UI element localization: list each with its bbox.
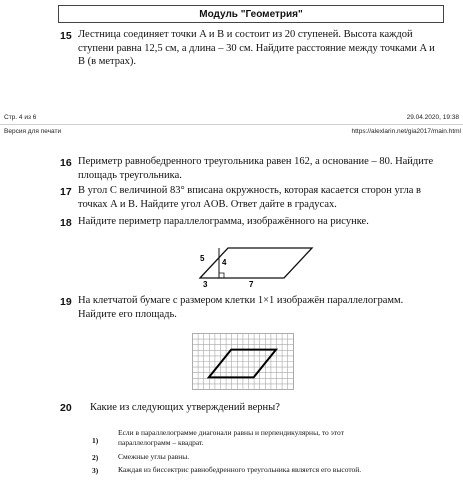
question-15-line-3: B (в метрах). (78, 56, 137, 67)
parallelogram-shape (200, 248, 312, 278)
question-16-text (78, 155, 448, 182)
question-18-number: 18 (60, 217, 72, 229)
question-18-text (78, 215, 448, 229)
question-15-line-2: ступени равна 12,5 см, а длина – 30 см. Найдите расстояние между точками A и (78, 42, 435, 54)
question-15-number: 15 (60, 30, 72, 42)
question-16-number: 16 (60, 157, 72, 169)
option-1-line-2: параллелограмм – квадрат. (118, 438, 204, 447)
option-3-number: 3) (92, 466, 99, 475)
question-17-number: 17 (60, 186, 72, 198)
question-20-prompt: Какие из следующих утверждений верны? (90, 402, 280, 413)
option-2-text: Смежные углы равны. (118, 452, 190, 461)
question-20-number: 20 (60, 402, 72, 414)
page-url[interactable]: https://alexlarin.net/gia2017/main.html (351, 128, 461, 135)
module-title: Модуль "Геометрия" (58, 5, 444, 23)
print-datetime: 29.04.2020, 19:38 (406, 114, 459, 121)
parallelogram-figure (190, 240, 320, 288)
question-17-line-2: точках A и B. Найдите угол AOB. Ответ дайте в градусах. (78, 198, 337, 210)
question-15-text (78, 28, 448, 69)
question-17-line-1: В угол C величиной 83° вписана окружность, которая касается сторон угла в (78, 185, 421, 196)
grid-parallelogram-figure (192, 333, 294, 390)
question-19-number: 19 (60, 296, 72, 308)
right-base-label: 7 (249, 280, 254, 288)
question-19-line-2: Найдите его площадь. (78, 308, 177, 320)
question-16-line-2: площадь треугольника. (78, 169, 182, 181)
right-angle-mark (219, 273, 224, 278)
left-base-label: 3 (203, 280, 208, 288)
option-1-line-1: Если в параллелограмме диагонали равны и перпендикулярны, то этот (118, 428, 344, 437)
side-label: 5 (200, 254, 205, 263)
question-18-line-1: Найдите периметр параллелограмма, изображённого на рисунке. (78, 216, 369, 227)
question-19-text (78, 294, 448, 321)
print-version-label: Версия для печати (4, 128, 62, 135)
question-17-text (78, 184, 448, 211)
height-label: 4 (222, 258, 227, 267)
option-1-text (118, 428, 398, 448)
page-number: Стр. 4 из 6 (4, 114, 37, 121)
question-19-line-1: На клетчатой бумаге с размером клетки 1×1 изображён параллелограмм. (78, 295, 404, 306)
question-16-line-1: Периметр равнобедренного треугольника равен 162, а основание – 80. Найдите (78, 156, 434, 167)
option-3-text: Каждая из биссектрис равнобедренного треугольника является его высотой. (118, 465, 362, 474)
option-1-number: 1) (92, 436, 99, 445)
page-divider (0, 124, 463, 125)
option-2-number: 2) (92, 453, 99, 462)
question-15-line-1: Лестница соединяет точки A и B и состоит из 20 ступеней. Высота каждой (78, 29, 413, 40)
